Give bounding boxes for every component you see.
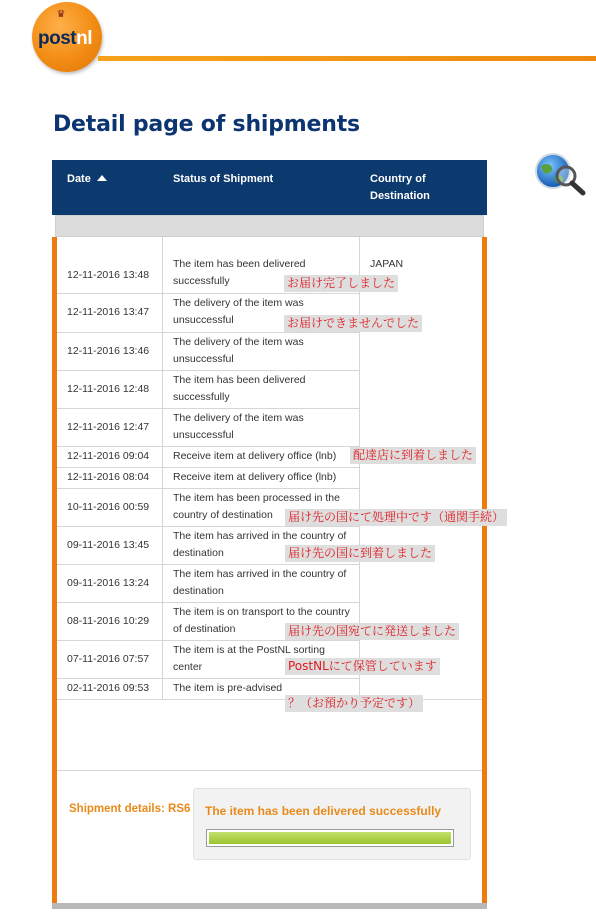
logo-text-post: post (38, 28, 77, 49)
column-header-country[interactable]: Country of Destination (370, 173, 430, 202)
row-status: The delivery of the item was unsuccessful (173, 297, 304, 326)
postnl-logo[interactable] (32, 2, 102, 72)
row-status: The item is pre-advised (173, 682, 283, 694)
annotation-customs-processing: 届け先の国にて処理中です（通関手続） (285, 509, 507, 526)
annotation-pre-advised: ？（お預かり予定です） (285, 695, 423, 712)
section-divider (57, 770, 482, 771)
row-date: 12-11-2016 12:48 (67, 382, 150, 395)
row-date: 12-11-2016 13:46 (67, 344, 150, 357)
table-header (52, 160, 487, 215)
annotation-arrived-delivery-office: 配達店に到着しました (350, 447, 476, 464)
crown-icon: ♛ (56, 9, 66, 20)
table-row (57, 564, 482, 602)
annotation-arrived-destination-country: 届け先の国に到着しました (285, 545, 435, 562)
row-date: 02-11-2016 09:53 (67, 682, 150, 694)
table-row (57, 408, 482, 446)
row-date: 12-11-2016 09:04 (67, 450, 150, 462)
sort-ascending-icon (97, 175, 107, 181)
globe-search-icon[interactable] (533, 152, 587, 196)
row-status: Receive item at delivery office (lnb) (173, 450, 337, 462)
row-date: 08-11-2016 10:29 (67, 614, 150, 627)
annotation-delivered: お届け完了しました (284, 275, 398, 292)
delivery-progress-bar (206, 829, 454, 847)
column-header-status[interactable]: Status of Shipment (173, 173, 274, 185)
row-date: 09-11-2016 13:45 (67, 538, 150, 551)
delivery-progress-fill (209, 832, 451, 844)
shipment-status-box (193, 788, 471, 860)
table-row (57, 332, 482, 370)
shipment-details-label: Shipment details: RS6 (69, 803, 191, 815)
row-date: 12-11-2016 12:47 (67, 420, 150, 433)
row-status: The item has been delivered successfully (173, 258, 306, 287)
row-status: The item is at the PostNL sorting center (173, 644, 325, 673)
row-status: The delivery of the item was unsuccessful (173, 412, 304, 441)
row-date: 12-11-2016 13:48 (67, 268, 150, 281)
row-date: 12-11-2016 13:47 (67, 306, 150, 318)
row-status: The delivery of the item was unsuccessful (173, 336, 304, 365)
logo-text-nl: nl (76, 28, 92, 49)
shipment-status-text: The item has been delivered successfully (205, 804, 442, 818)
table-row (57, 467, 482, 488)
header-orange-band (98, 56, 596, 61)
row-date: 10-11-2016 00:59 (67, 500, 150, 513)
row-date: 12-11-2016 08:04 (67, 471, 150, 483)
column-header-date[interactable]: Date (67, 171, 107, 188)
table-header-strip (55, 215, 484, 237)
table-row (57, 237, 482, 293)
annotation-stored-at-postnl: PostNLにて保管しています (285, 658, 440, 675)
row-date: 09-11-2016 13:24 (67, 576, 150, 589)
row-status: The item is on transport to the country of destination (173, 606, 350, 635)
row-status: The item has arrived in the country of destination (173, 568, 347, 597)
country-of-destination: JAPAN (370, 258, 404, 270)
table-row (57, 370, 482, 408)
row-date: 07-11-2016 07:57 (67, 652, 150, 665)
page-title: Detail page of shipments (53, 112, 360, 137)
annotation-delivery-failed: お届けできませんでした (284, 315, 422, 332)
results-frame-bottom (52, 903, 487, 909)
row-status: The item has arrived in the country of destination (173, 530, 347, 559)
row-status: Receive item at delivery office (lnb) (173, 471, 337, 483)
row-status: The item has been processed in the country of destination (173, 492, 340, 521)
row-status: The item has been delivered successfully (173, 374, 306, 403)
annotation-shipped-to-destination: 届け先の国宛てに発送しました (285, 623, 459, 640)
